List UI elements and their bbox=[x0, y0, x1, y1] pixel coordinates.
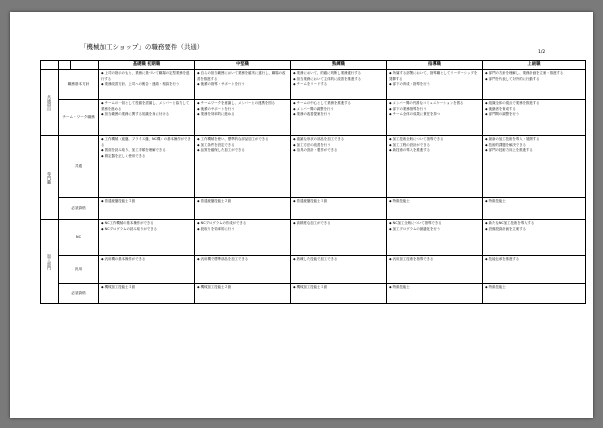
cell: ◆ 業務において、的確に判断し業務遂行する ◆ 担当業務において主体的に改善を推進する ◆ チームをリードする bbox=[291, 70, 387, 100]
cell: ◆ 特級技能士 bbox=[387, 284, 483, 304]
table-row bbox=[41, 284, 586, 304]
header-cell-middle: 中堅職 bbox=[195, 61, 291, 70]
cell: ◆ チームの一員として役割を認識し、メンバーと協力して業務を進める ◆ 担当範囲の業務に関する知識を身に付ける bbox=[99, 100, 195, 136]
header-cell-skilled: 熟練職 bbox=[291, 61, 387, 70]
table-row bbox=[41, 70, 586, 100]
cell: ◆ NC加工全般について指導できる ◆ 加工プログラムの最適化を行う bbox=[387, 220, 483, 256]
cell: ◆ 複雑な形状の部品を加工できる ◆ 加工方法の改善を行う ◆ 治具の設計・製作ができる bbox=[291, 136, 387, 198]
header-cell-basic: 基礎職 初期職 bbox=[99, 61, 195, 70]
header-row bbox=[41, 61, 586, 70]
cell: ◆ 機械加工技能士１級 bbox=[291, 284, 387, 304]
cell: ◆ 加工技術全般について指導できる ◆ 加工工程の設計ができる ◆ 新技術の導入を推進する bbox=[387, 136, 483, 198]
cell: ◆ チームの中心として業務を推進する ◆ メンバー間の調整を行う ◆ 業務の改善提案を行う bbox=[291, 100, 387, 136]
cell: ◆ 工作機械（旋盤、フライス盤、NC機）の基本操作ができる ◆ 図面を読み取り、加工手順を理解できる ◆ 測定器を正しく使用できる bbox=[99, 136, 195, 198]
row-label-teamwork: チーム・ワーク職務 bbox=[59, 100, 99, 136]
table-row bbox=[41, 100, 586, 136]
header-cell-senior: 上級職 bbox=[483, 61, 586, 70]
cell: ◆ 新たなNC加工技術を導入する ◆ 設備投資計画を立案する bbox=[483, 220, 586, 256]
cell: ◆ チームワークを意識し、メンバーとの連携を図る ◆ 後輩のサポートを行う ◆ 業務を効率的に進める bbox=[195, 100, 291, 136]
cell: ◆ 部門の方針を理解し、業務計画を立案・推進する ◆ 部門を代表して対外的に行動する bbox=[483, 70, 586, 100]
header-blank-3 bbox=[71, 61, 99, 70]
cell: ◆ 普通旋盤技能士３級 bbox=[99, 198, 195, 220]
cell: ◆ 高精度な加工ができる bbox=[291, 220, 387, 256]
header-blank-1 bbox=[41, 61, 59, 70]
row-label-required-qual: 必須資格 bbox=[59, 198, 99, 220]
table-row bbox=[41, 198, 586, 220]
cell: ◆ 特級技能士 bbox=[387, 198, 483, 220]
cell: ◆ 普通旋盤技能士１級 bbox=[291, 198, 387, 220]
requirements-table bbox=[40, 60, 586, 304]
cell: ◆ 最新の加工技術を導入・展開する ◆ 技術的課題を解決できる ◆ 部門の技術力向上を推進する bbox=[483, 136, 586, 198]
table-row bbox=[41, 220, 586, 256]
cell: ◆ 特級技能士 bbox=[483, 284, 586, 304]
document-page bbox=[10, 12, 593, 418]
cell: ◆ 汎用機で標準部品を加工できる bbox=[195, 256, 291, 284]
cell: ◆ 自らの担当範囲において業務を確実に遂行し、職場の改善を推進する ◆ 後輩の指導・サポートを行う bbox=[195, 70, 291, 100]
cell: ◆ 技能伝承を推進する bbox=[483, 256, 586, 284]
table-row bbox=[41, 136, 586, 198]
page-number: 1/2 bbox=[538, 50, 546, 55]
cell: ◆ 汎用機の基本操作ができる bbox=[99, 256, 195, 284]
cell: ◆ NC工作機械の基本操作ができる ◆ NCプログラムの読み取りができる bbox=[99, 220, 195, 256]
table-row bbox=[41, 256, 586, 284]
section-label-common: 共通項目 bbox=[41, 70, 59, 136]
row-label-nc: NC bbox=[59, 220, 99, 256]
header-blank-2 bbox=[59, 61, 71, 70]
cell: ◆ 普通旋盤技能士２級 bbox=[195, 198, 291, 220]
section-label-specialist: 専門職 bbox=[41, 136, 59, 220]
row-label-policy: 職務基本方針 bbox=[59, 70, 99, 100]
cell: ◆ 組織全体の視点で業務を推進する ◆ 後継者を育成する ◆ 部門間の調整を行う bbox=[483, 100, 586, 136]
header-cell-leader: 指導職 bbox=[387, 61, 483, 70]
cell: ◆ NCプログラムの作成ができる ◆ 段取りを効率的に行う bbox=[195, 220, 291, 256]
cell: ◆ 所属する部署において、指導職としてリーダーシップを発揮する ◆ 部下の育成・指導を行う bbox=[387, 70, 483, 100]
cell: ◆ メンバー間の円滑なコミュニケーションを図る ◆ 部下の業務指導を行う ◆ チーム全体の成果に責任を持つ bbox=[387, 100, 483, 136]
cell: ◆ 工作機械を使い、標準的な部品加工ができる ◆ 加工条件を設定できる ◆ 品質を確保した加工ができる bbox=[195, 136, 291, 198]
cell: ◆ 特級技能士 bbox=[483, 198, 586, 220]
cell: ◆ 機械加工技能士２級 bbox=[195, 284, 291, 304]
section-label-processing: 加工部門 bbox=[41, 220, 59, 304]
cell: ◆ 機械加工技能士３級 bbox=[99, 284, 195, 304]
row-label-shared: 共通 bbox=[59, 136, 99, 198]
cell: ◆ 上司の指示のもと、業務に基づいて職場の定型業務を遂行する ◆ 業務改善方針、上司への報告・連絡・相談を行う bbox=[99, 70, 195, 100]
cell: ◆ 熟練した技能で加工できる bbox=[291, 256, 387, 284]
document-title: 「機械加工ショップ」の職務要件（共通） bbox=[80, 43, 204, 51]
row-label-general: 汎用 bbox=[59, 256, 99, 284]
row-label-required-qual-2: 必須資格 bbox=[59, 284, 99, 304]
cell: ◆ 汎用加工技術を指導できる bbox=[387, 256, 483, 284]
